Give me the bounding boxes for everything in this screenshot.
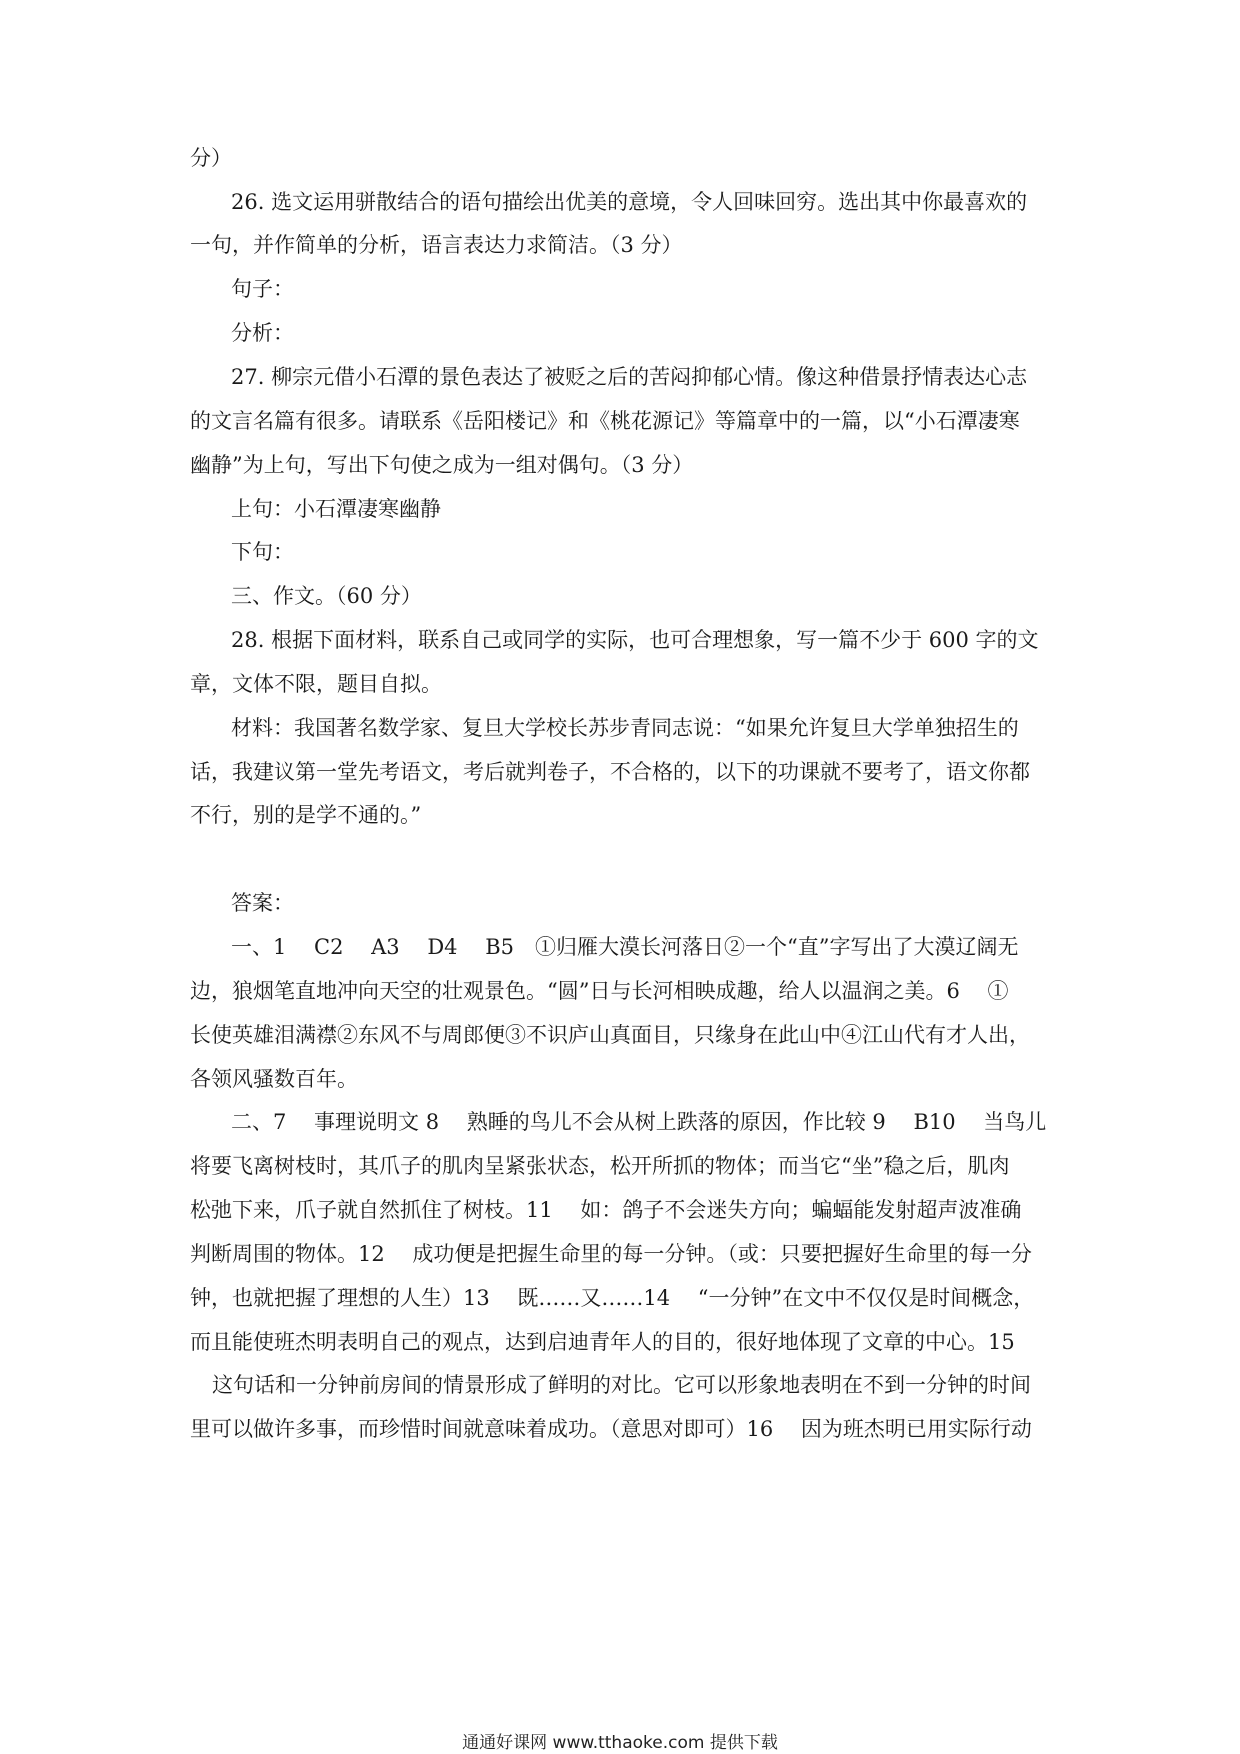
text-line: 里可以做许多事，而珍惜时间就意味着成功。（意思对即可）16 因为班杰明已用实际行动: [190, 1417, 1032, 1441]
text-line: 分）: [190, 146, 232, 170]
upper-line: 上句：小石潭凄寒幽静: [231, 497, 441, 521]
text-line: 这句话和一分钟前房间的情景形成了鲜明的对比。它可以形象地表明在不到一分钟的时间: [212, 1373, 1031, 1397]
text-line: 而且能使班杰明表明自己的观点，达到启迪青年人的目的，很好地体现了文章的中心。15: [190, 1330, 1015, 1354]
text-line: 话，我建议第一堂先考语文，考后就判卷子，不合格的，以下的功课就不要考了，语文你都: [190, 760, 1030, 784]
material-text: 材料：我国著名数学家、复旦大学校长苏步青同志说：“如果允许复旦大学单独招生的: [231, 716, 1019, 740]
answers-heading: 答案：: [231, 891, 294, 915]
text-line: 幽静”为上句，写出下句使之成为一组对偶句。（3 分）: [190, 453, 694, 477]
text-line: 边，狼烟笔直地冲向天空的壮观景色。“圆”日与长河相映成趣，给人以温润之美。6 ①: [190, 979, 1009, 1003]
question-28: 28. 根据下面材料，联系自己或同学的实际，也可合理想象，写一篇不少于 600 字的文: [231, 628, 1039, 652]
section-heading-composition: 三、作文。（60 分）: [231, 584, 422, 608]
answers-part-2: 二、7 事理说明文 8 熟睡的鸟儿不会从树上跌落的原因，作比较 9 B10 当鸟儿: [231, 1110, 1047, 1134]
text-line: 的文言名篇有很多。请联系《岳阳楼记》和《桃花源记》等篇章中的一篇，以“小石潭凄寒: [190, 409, 1020, 433]
text-line: 一句，并作简单的分析，语言表达力求简洁。（3 分）: [190, 233, 683, 257]
text-line: 松弛下来，爪子就自然抓住了树枝。11 如：鸽子不会迷失方向；蝙蝠能发射超声波准确: [190, 1198, 1022, 1222]
text-line: 钟，也就把握了理想的人生）13 既……又……14 “一分钟”在文中不仅仅是时间概念，: [190, 1286, 1035, 1310]
text-line: 将要飞离树枝时，其爪子的肌肉呈紧张状态，松开所抓的物体；而当它“坐”稳之后，肌肉: [190, 1154, 1010, 1178]
text-line: 章，文体不限，题目自拟。: [190, 672, 442, 696]
answers-part-1: 一、1 C2 A3 D4 B5 ①归雁大漠长河落日②一个“直”字写出了大漠辽阔无: [231, 935, 1019, 959]
text-line: 不行，别的是学不通的。”: [190, 803, 422, 827]
page-footer: 通通好课网 www.tthaoke.com 提供下载: [462, 1733, 778, 1753]
text-line: 长使英雄泪满襟②东风不与周郎便③不识庐山真面目，只缘身在此山中④江山代有才人出，: [190, 1023, 1030, 1047]
lower-line: 下句：: [231, 540, 294, 564]
text-line: 各领风骚数百年。: [190, 1067, 358, 1091]
answer-label-sentence: 句子：: [231, 277, 294, 301]
answer-label-analysis: 分析：: [231, 321, 294, 345]
question-26: 26. 选文运用骈散结合的语句描绘出优美的意境，令人回味回穷。选出其中你最喜欢的: [231, 190, 1028, 214]
text-line: 判断周围的物体。12 成功便是把握生命里的每一分钟。（或：只要把握好生命里的每一分: [190, 1242, 1032, 1266]
question-27: 27. 柳宗元借小石潭的景色表达了被贬之后的苦闷抑郁心情。像这种借景抒情表达心志: [231, 365, 1028, 389]
